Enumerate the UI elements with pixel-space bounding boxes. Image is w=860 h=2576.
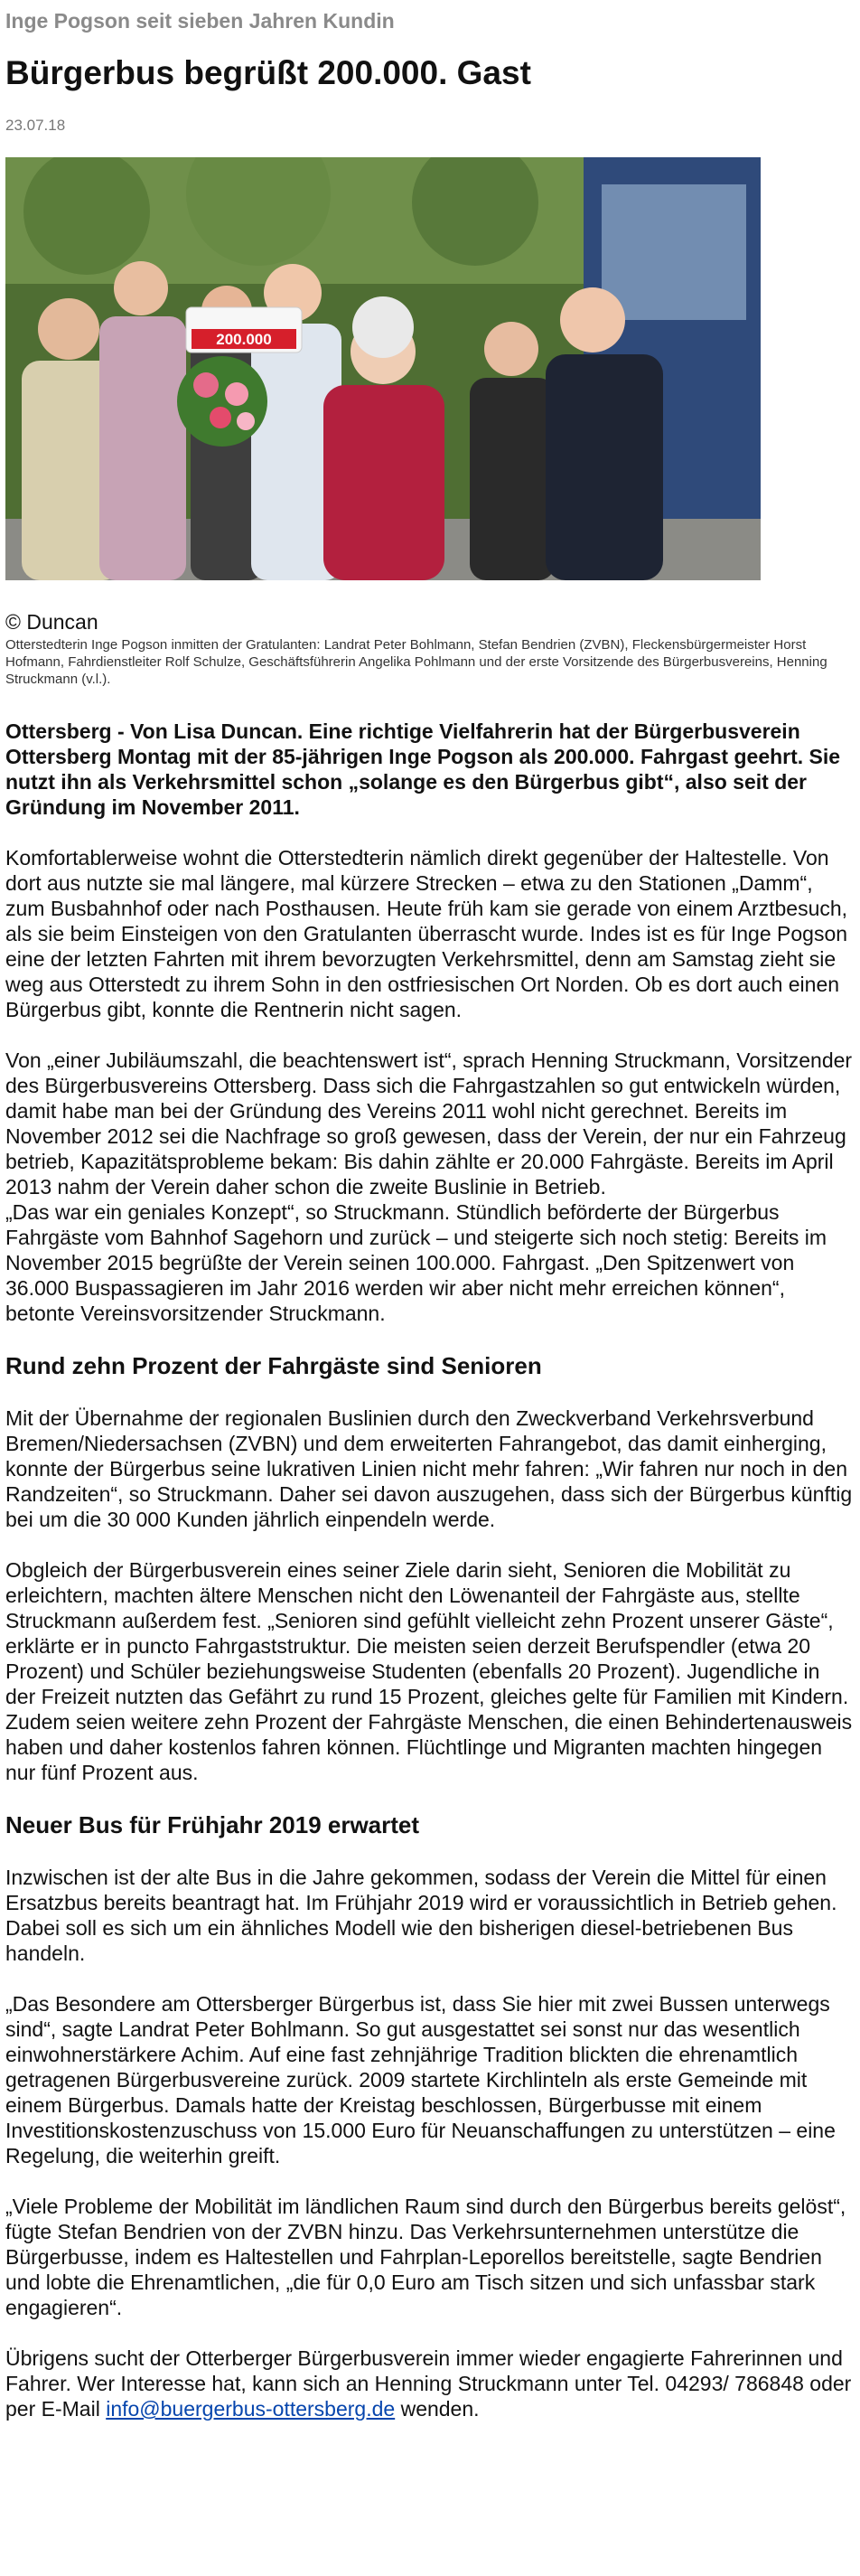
closing-paragraph xyxy=(5,2346,853,2421)
jubilee-sign-text: 200.000 xyxy=(216,331,272,348)
photo-caption: Otterstedterin Inge Pogson inmitten der Gratulanten: Landrat Peter Bohlmann, Stefan Bendrien (ZVBN), Fleckensbürgermeister Horst Hofmann, Fahrdienstleiter Rolf Schulze, Geschäftsführerin Angelika Pohlmann und der erste Vorsitzende des Bürgerbusvereins, Henning Struckmann (v.l.). xyxy=(5,637,827,687)
article-photo xyxy=(5,157,761,580)
article-kicker: Inge Pogson seit sieben Jahren Kundin xyxy=(5,9,395,33)
body-paragraph: Mit der Übernahme der regionalen Buslinien durch den Zweckverband Verkehrsverbund Bremen/Niedersachsen (ZVBN) und dem erweiterten Fahrangebot, das damit einherging, konnte der Bürgerbus seine lukrativen Linien nicht mehr fahren: „Wir fahren nur noch in den Randzeiten“, so Struckmann. Daher sei davon auszugehen, dass sich der Bürgerbus künftig bei um die 30 000 Kunden jährlich einpendeln werde. xyxy=(5,1406,853,1531)
body-paragraph: „Viele Probleme der Mobilität im ländlichen Raum sind durch den Bürgerbus bereits gelöst“, fügte Stefan Bendrien von der ZVBN hinzu. Das Verkehrsunternehmen unterstütze die Bürgerbusse, indem es Haltestellen und Fahrplan-Leporellos bereitstelle, sagte Bendrien und lobte die Ehrenamtlichen, „die für 0,0 Euro am Tisch sitzen und sich unfassbar stark engagieren“. xyxy=(5,2195,846,2319)
closing-end: wenden. xyxy=(395,2397,480,2421)
body-paragraph: „Das Besondere am Ottersberger Bürgerbus ist, dass Sie hier mit zwei Bussen unterwegs sind“, sagte Landrat Peter Bohlmann. So gut ausgestattet sei sonst nur das wesentlich einwohnerstärkere Achim. Auf eine fast zehnjährige Tradition blickten die ehrenamtlich getragenen Bürgerbusvereine zurück. 2009 startete Kirchlinteln als erste Gemeinde mit einem Bürgerbus. Damals hatte der Kreistag beschlossen, Bürgerbusse mit einem Investitionskostenzuschuss von 15.000 Euro für Neuanschaffungen zu unterstützen – eine Regelung, die weiterhin greift. xyxy=(5,1992,836,2167)
email-link[interactable]: info@buergerbus-ottersberg.de xyxy=(106,2397,396,2421)
body-paragraph: „Das war ein geniales Konzept“, so Struckmann. Stündlich beförderte der Bürgerbus Fahrgäste vom Bahnhof Sagehorn und zurück – und steigerte sich noch stetig: Bereits im November 2015 begrüßte der Verein seinen 100.000. Fahrgast. „Den Spitzenwert von 36.000 Buspassagieren im Jahr 2016 werden wir aber nicht mehr erreichen können“, betonte Vereinsvorsitzender Struckmann. xyxy=(5,1200,827,1325)
body-paragraph: Von „einer Jubiläumszahl, die beachtenswert ist“, sprach Henning Struckmann, Vorsitzender des Bürgerbusvereins Ottersberg. Dass sich die Fahrgastzahlen so gut entwickeln würden, damit habe man bei der Gründung des Vereins 2011 wohl nicht gerechnet. Bereits im November 2012 sei die Nachfrage so groß gewesen, dass der Verein, der nur ein Fahrzeug betrieb, Kapazitätsprobleme bekam: Bis dahin zählte er 20.000 Fahrgäste. Bereits im April 2013 nahm der Verein daher schon die zweite Buslinie in Betrieb. xyxy=(5,1048,853,1199)
section-heading: Rund zehn Prozent der Fahrgäste sind Senioren xyxy=(5,1352,542,1379)
body-paragraph: Obgleich der Bürgerbusverein eines seiner Ziele darin sieht, Senioren die Mobilität zu erleichtern, machten ältere Menschen nicht den Löwenanteil der Fahrgäste aus, stellte Struckmann außerdem fest. „Senioren sind gefühlt vielleicht zehn Prozent unserer Gäste“, erklärte er in puncto Fahrgaststruktur. Die meisten seien derzeit Berufspendler (etwa 20 Prozent) und Schüler beziehungsweise Studenten (ebenfalls 20 Prozent). Jugendliche in der Freizeit nutzten das Gefährt zu rund 15 Prozent, gleiches gelte für Familien mit Kindern. Zudem seien weitere zehn Prozent der Fahrgäste Menschen, die einen Behindertenausweis haben und daher kostenlos fahren können. Flüchtlinge und Migranten machten hingegen nur fünf Prozent aus. xyxy=(5,1558,853,1784)
jubilee-sign xyxy=(186,307,302,353)
photo-credit: © Duncan xyxy=(5,610,98,634)
flower-bouquet xyxy=(177,356,267,447)
section-heading: Neuer Bus für Frühjahr 2019 erwartet xyxy=(5,1811,420,1838)
body-paragraph: Komfortablerweise wohnt die Otterstedterin nämlich direkt gegenüber der Haltestelle. Von dort aus nutzte sie mal längere, mal kürzere Strecken – etwa zu den Stationen „Damm“, zum Busbahnhof oder nach Posthausen. Heute früh kam sie gerade von einem Arztbesuch, als sie beim Einsteigen von den Gratulanten überrascht wurde. Indes ist es für Inge Pogson eine der letzten Fahrten mit ihrem bevorzugten Verkehrsmittel, denn am Samstag zieht sie weg aus Otterstedt zu ihrem Sohn in den ostfriesischen Ort Norden. Ob es dort auch einen Bürgerbus gibt, konnte die Rentnerin nicht sagen. xyxy=(5,846,848,1021)
article-lead: Ottersberg - Von Lisa Duncan. Eine richtige Vielfahrerin hat der Bürgerbusverein Ottersberg Montag mit der 85-jährigen Inge Pogson als 200.000. Fahrgast geehrt. Sie nutzt ihn als Verkehrsmittel schon „solange es den Bürgerbus gibt“, also seit der Gründung im November 2011. xyxy=(5,719,841,819)
body-paragraph: Inzwischen ist der alte Bus in die Jahre gekommen, sodass der Verein die Mittel für einen Ersatzbus bereits beantragt hat. Im Frühjahr 2019 wird er voraussichtlich in Betrieb gehen. Dabei soll es sich um ein ähnliches Modell wie den bisherigen diesel-betriebenen Bus handeln. xyxy=(5,1866,837,1965)
article-date: 23.07.18 xyxy=(5,117,66,134)
article-headline: Bürgerbus begrüßt 200.000. Gast xyxy=(5,54,531,91)
closing-text: Übrigens sucht der Otterberger Bürgerbusverein immer wieder engagierte Fahrerinnen und Fahrer. Wer Interesse hat, kann sich an Henning Struckmann unter Tel. 04293/ 786848 oder per E-Mail xyxy=(5,2346,852,2421)
group-photo-illustration xyxy=(5,157,761,580)
